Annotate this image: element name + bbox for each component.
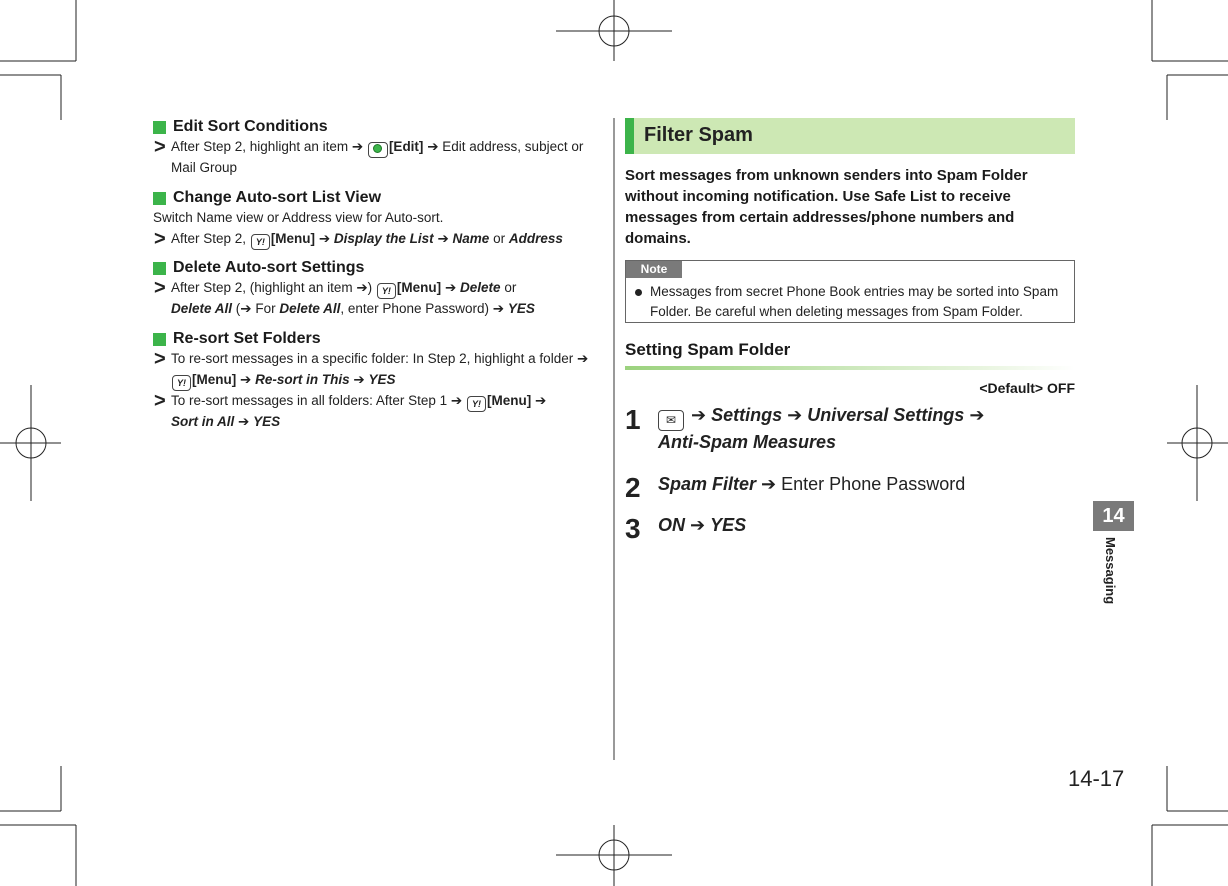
change-view-heading: Change Auto-sort List View	[153, 189, 381, 207]
resort-line-4: Sort in All ➔ YES	[171, 414, 281, 429]
square-bullet-icon	[153, 192, 166, 205]
square-bullet-icon	[153, 333, 166, 346]
step-number-2: 2	[625, 472, 641, 503]
step-3-line: ON ➔ YES	[658, 515, 747, 535]
chevron-right-icon: >	[154, 136, 166, 158]
delete-settings-line-2: Delete All (➔ For Delete All, enter Phone Password) ➔ YES	[171, 301, 535, 316]
yahoo-key-icon: Y!	[251, 234, 270, 250]
square-bullet-icon	[153, 121, 166, 134]
yahoo-key-icon: Y!	[377, 283, 396, 299]
column-divider	[613, 118, 615, 760]
subheading: Setting Spam Folder	[625, 340, 791, 359]
step-1-line-1: ✉ ➔ Settings ➔ Universal Settings ➔	[658, 405, 984, 431]
page-number: 14-17	[1068, 766, 1125, 791]
chevron-right-icon: >	[154, 277, 166, 299]
delete-settings-line-1: After Step 2, (highlight an item ➔) Y! [Menu] ➔ Delete or	[171, 277, 516, 299]
intro-paragraph: Sort messages from unknown senders into Spam Folder without incoming notification. Use Safe List to receive messages from certain addresses/phone numbers and domains.	[625, 167, 1028, 247]
change-view-desc: Switch Name view or Address view for Auto-sort.	[153, 210, 444, 225]
square-bullet-icon	[153, 262, 166, 275]
yahoo-key-icon: Y!	[467, 396, 486, 412]
section-title-band	[625, 118, 1075, 154]
chevron-right-icon: >	[154, 348, 166, 370]
resort-line-2: Y! [Menu] ➔ Re-sort in This ➔ YES	[171, 369, 395, 391]
delete-settings-heading: Delete Auto-sort Settings	[153, 259, 364, 277]
note-text: Messages from secret Phone Book entries may be sorted into Spam Folder. Be careful when deleting messages from Spam Folder.	[650, 284, 1059, 319]
section-title: Filter Spam	[644, 124, 753, 146]
chevron-right-icon: >	[154, 228, 166, 250]
note-label: Note	[626, 261, 682, 278]
edit-sort-line-1: After Step 2, highlight an item ➔ [Edit] ➔ Edit address, subject or	[171, 136, 583, 158]
chevron-right-icon: >	[154, 390, 166, 412]
subheading-underline	[625, 366, 1075, 370]
edit-sort-heading: Edit Sort Conditions	[153, 118, 328, 136]
edit-sort-line-2: Mail Group	[171, 160, 238, 175]
chapter-label: Messaging	[1103, 537, 1118, 605]
step-number-3: 3	[625, 513, 641, 544]
mail-key-icon: ✉	[658, 410, 684, 431]
step-number-1: 1	[625, 404, 641, 435]
resort-line-1: To re-sort messages in a specific folder: In Step 2, highlight a folder ➔	[171, 351, 589, 366]
resort-line-3: To re-sort messages in all folders: After Step 1 ➔ Y! [Menu] ➔	[171, 390, 546, 412]
yahoo-key-icon: Y!	[172, 375, 191, 391]
chapter-tab: 14	[1093, 501, 1134, 531]
resort-heading: Re-sort Set Folders	[153, 330, 321, 348]
default-value: <Default> OFF	[979, 380, 1075, 396]
step-1-line-2: Anti-Spam Measures	[658, 432, 837, 452]
center-key-icon	[368, 142, 388, 158]
bullet-icon	[635, 289, 642, 296]
step-2-line: Spam Filter ➔ Enter Phone Password	[658, 474, 966, 494]
change-view-line: After Step 2, Y! [Menu] ➔ Display the List ➔ Name or Address	[171, 228, 563, 250]
